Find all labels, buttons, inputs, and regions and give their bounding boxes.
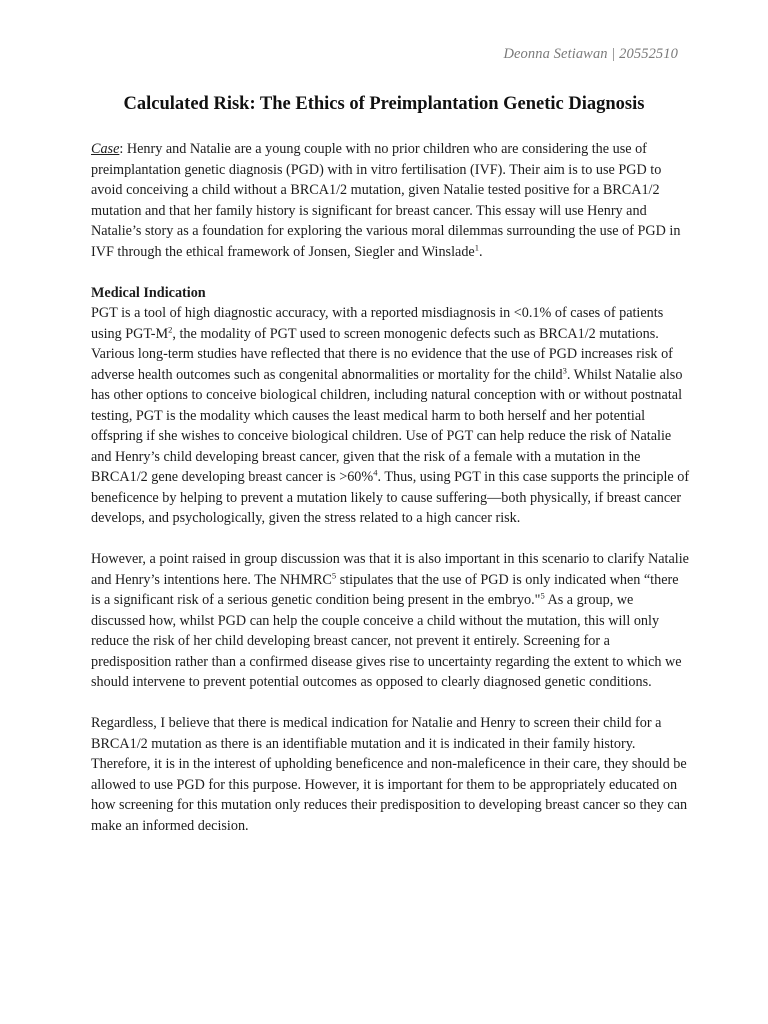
case-paragraph bbox=[91, 139, 691, 262]
case-text-end: . bbox=[478, 243, 483, 260]
group-discussion-paragraph bbox=[91, 549, 691, 693]
paragraph-text: stipulates that the use of PGD is only indicated when “there is a significant risk of a serious genetic condition being present in the embryo." bbox=[91, 571, 679, 608]
paragraph-text: As a group, we discussed how, whilst PGD can help the couple conceive a child without the mutation, this will only reduce the risk of her child developing breast cancer, not prevent it entirely. Screening for a predisposition rather than a confirmed disease gives rise to uncertainty regarding the extent to which we should intervene to prevent potential outcomes as opposed to clearly diagnosed genetic conditions. bbox=[91, 592, 682, 690]
footnote-ref-1: 1 bbox=[474, 241, 479, 252]
medical-indication-paragraph bbox=[91, 303, 691, 529]
document-body bbox=[91, 139, 691, 857]
author-header: Deonna Setiawan | 20552510 bbox=[503, 46, 678, 62]
footnote-ref-5: 5 bbox=[331, 569, 337, 580]
footnote-ref-2: 2 bbox=[168, 323, 173, 334]
case-text: : Henry and Natalie are a young couple with no prior children who are considering the use of preimplantation genetic diagnosis (PGD) with in vitro fertilisation (IVF). Their aim is to use PGD to avoid conceiving a child without a BRCA1/2 mutation, given Natalie tested positive for a BRCA1/2 mutation and that her family history is significant for breast cancer. This essay will use Henry and Natalie’s story as a foundation for exploring the various moral dilemmas surrounding the use of PGD in IVF through the ethical framework of Jonsen, Siegler and Winslade bbox=[91, 141, 681, 260]
section-heading-medical-indication: Medical Indication bbox=[91, 284, 206, 301]
paragraph-text: PGT is a tool of high diagnostic accuracy, with a reported misdiagnosis in <0.1% of cases of patients using PGT-M bbox=[91, 305, 664, 342]
document-title: Calculated Risk: The Ethics of Preimplantation Genetic Diagnosis bbox=[123, 94, 645, 114]
paragraph-text: , the modality of PGT used to screen monogenic defects such as BRCA1/2 mutations. Various long-term studies have reflected that there is no evidence that the use of PGD increases risk of adverse health outcomes such as congenital abnormalities or mortality for the child bbox=[91, 325, 673, 383]
paragraph-text: . Thus, using PGT in this case supports the principle of beneficence by helping to prevent a mutation likely to cause suffering—both physically, if breast cancer develops, and psychologically, given the stress related to a high cancer risk. bbox=[91, 469, 690, 526]
footnote-ref-5: 5 bbox=[540, 590, 545, 601]
conclusion-paragraph: Regardless, I believe that there is medical indication for Natalie and Henry to screen their child for a BRCA1/2 mutation as there is an identifiable mutation and it is indicated in their family history. Therefore, it is in the interest of upholding beneficence and non-maleficence in their care, they should be allowed to use PGD for this purpose. However, it is important for them to be appropriately educated on how screening for this mutation only reduces their predisposition to developing breast cancer so they can make an informed decision. bbox=[91, 715, 688, 834]
footnote-ref-3: 3 bbox=[562, 364, 567, 375]
footnote-ref-4: 4 bbox=[373, 467, 378, 478]
paragraph-text: . Whilst Natalie also has other options to conceive biological children, including natural conception with or without postnatal testing, PGT is the modality which causes the least medical harm to both herself and her potential offspring if she wishes to conceive biological children. Use of PGT can help reduce the risk of Natalie and Henry’s child developing breast cancer, given that the risk of a female with a mutation in the BRCA1/2 gene developing breast cancer is >60% bbox=[91, 366, 683, 485]
case-label: Case bbox=[91, 141, 120, 157]
paragraph-text: However, a point raised in group discussion was that it is also important in this scenario to clarify Natalie and Henry’s intentions here. The NHMRC bbox=[91, 551, 689, 588]
